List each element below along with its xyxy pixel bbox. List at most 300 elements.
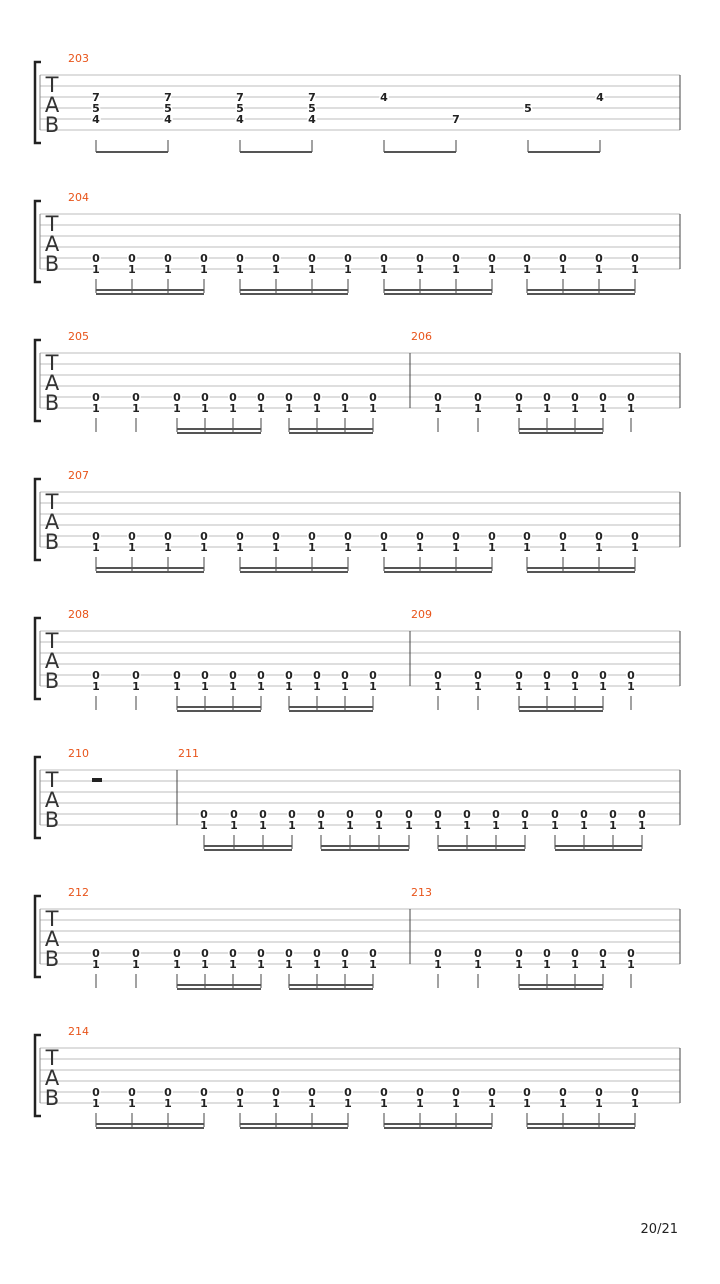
fret-number: 0 (128, 252, 136, 265)
fret-number: 0 (308, 1086, 316, 1099)
fret-number: 1 (92, 263, 100, 276)
fret-number: 0 (173, 391, 181, 404)
fret-number: 1 (132, 402, 140, 415)
fret-number: 1 (543, 680, 551, 693)
beam (240, 151, 312, 153)
fret-number: 1 (488, 541, 496, 554)
beam (177, 710, 261, 712)
fret-number: 0 (164, 1086, 172, 1099)
fret-number: 7 (236, 91, 244, 104)
beam (96, 151, 168, 153)
fret-number: 1 (631, 541, 639, 554)
fret-number: 0 (521, 808, 529, 821)
fret-number: 4 (596, 91, 604, 104)
fret-number: 0 (416, 530, 424, 543)
fret-number: 0 (631, 252, 639, 265)
beam (519, 706, 603, 708)
measure-number: 209 (411, 608, 432, 621)
fret-number: 1 (599, 680, 607, 693)
fret-number: 1 (543, 958, 551, 971)
fret-number: 0 (416, 252, 424, 265)
fret-number: 0 (257, 391, 265, 404)
fret-number: 1 (571, 680, 579, 693)
fret-number: 0 (627, 947, 635, 960)
beam (240, 293, 348, 295)
fret-number: 1 (380, 1097, 388, 1110)
fret-number: 1 (236, 263, 244, 276)
fret-number: 1 (595, 263, 603, 276)
tab-clef-letter: T (45, 629, 59, 653)
fret-number: 0 (488, 252, 496, 265)
tab-clef-letter: A (44, 788, 60, 812)
fret-number: 1 (308, 1097, 316, 1110)
measure-number: 204 (68, 191, 89, 204)
fret-number: 1 (559, 1097, 567, 1110)
fret-number: 0 (523, 530, 531, 543)
fret-number: 0 (488, 530, 496, 543)
beam (289, 988, 373, 990)
fret-number: 7 (452, 113, 460, 126)
beam (240, 1123, 348, 1125)
fret-number: 0 (259, 808, 267, 821)
fret-number: 1 (272, 263, 280, 276)
beam (555, 845, 642, 847)
fret-number: 1 (609, 819, 617, 832)
fret-number: 0 (200, 1086, 208, 1099)
fret-number: 1 (515, 402, 523, 415)
fret-number: 0 (631, 1086, 639, 1099)
fret-number: 0 (434, 947, 442, 960)
beam (96, 567, 204, 569)
fret-number: 1 (474, 402, 482, 415)
fret-number: 0 (609, 808, 617, 821)
fret-number: 1 (434, 680, 442, 693)
fret-number: 0 (313, 391, 321, 404)
fret-number: 1 (313, 958, 321, 971)
fret-number: 0 (236, 530, 244, 543)
fret-number: 0 (599, 391, 607, 404)
fret-number: 1 (369, 402, 377, 415)
fret-number: 0 (369, 391, 377, 404)
fret-number: 1 (259, 819, 267, 832)
fret-number: 1 (341, 402, 349, 415)
fret-number: 1 (257, 958, 265, 971)
fret-number: 1 (405, 819, 413, 832)
fret-number: 7 (308, 91, 316, 104)
beam (519, 710, 603, 712)
fret-number: 4 (236, 113, 244, 126)
fret-number: 1 (229, 680, 237, 693)
beam (240, 289, 348, 291)
fret-number: 0 (92, 669, 100, 682)
beam (96, 1127, 204, 1129)
fret-number: 0 (369, 947, 377, 960)
fret-number: 5 (308, 102, 316, 115)
beam (177, 706, 261, 708)
fret-number: 1 (201, 402, 209, 415)
fret-number: 1 (627, 958, 635, 971)
fret-number: 0 (344, 252, 352, 265)
fret-number: 1 (599, 402, 607, 415)
fret-number: 0 (272, 1086, 280, 1099)
fret-number: 0 (380, 252, 388, 265)
tab-clef-letter: A (44, 510, 60, 534)
measure-number: 207 (68, 469, 89, 482)
fret-number: 0 (128, 530, 136, 543)
beam (384, 151, 456, 153)
tab-clef-letter: T (45, 907, 59, 931)
fret-number: 1 (308, 541, 316, 554)
fret-number: 0 (285, 669, 293, 682)
fret-number: 1 (201, 958, 209, 971)
beam (527, 571, 635, 573)
fret-number: 1 (173, 680, 181, 693)
tab-clef-letter: T (45, 212, 59, 236)
fret-number: 0 (638, 808, 646, 821)
tab-clef-letter: A (44, 649, 60, 673)
fret-number: 1 (132, 958, 140, 971)
beam (289, 706, 373, 708)
tab-clef-letter: T (45, 1046, 59, 1070)
fret-number: 1 (595, 541, 603, 554)
measure-number: 213 (411, 886, 432, 899)
fret-number: 0 (92, 1086, 100, 1099)
fret-number: 5 (164, 102, 172, 115)
fret-number: 0 (515, 669, 523, 682)
measure-number: 208 (68, 608, 89, 621)
tab-clef-letter: T (45, 73, 59, 97)
fret-number: 1 (229, 402, 237, 415)
fret-number: 0 (313, 669, 321, 682)
beam (527, 293, 635, 295)
fret-number: 0 (201, 391, 209, 404)
measure-number: 203 (68, 52, 89, 65)
beam (527, 1127, 635, 1129)
beam (96, 293, 204, 295)
fret-number: 1 (631, 263, 639, 276)
fret-number: 1 (571, 402, 579, 415)
fret-number: 0 (272, 530, 280, 543)
beam (384, 567, 492, 569)
fret-number: 1 (452, 541, 460, 554)
fret-number: 1 (92, 680, 100, 693)
fret-number: 1 (288, 819, 296, 832)
whole-rest (92, 778, 102, 782)
fret-number: 0 (523, 1086, 531, 1099)
fret-number: 0 (201, 669, 209, 682)
fret-number: 1 (380, 263, 388, 276)
fret-number: 1 (229, 958, 237, 971)
fret-number: 1 (627, 680, 635, 693)
fret-number: 1 (434, 819, 442, 832)
fret-number: 0 (523, 252, 531, 265)
measure-number: 211 (178, 747, 199, 760)
fret-number: 0 (375, 808, 383, 821)
fret-number: 1 (285, 680, 293, 693)
fret-number: 0 (488, 1086, 496, 1099)
beam (240, 571, 348, 573)
fret-number: 0 (571, 391, 579, 404)
tab-clef-letter: B (44, 808, 60, 832)
tab-clef-letter: A (44, 232, 60, 256)
beam (384, 1127, 492, 1129)
fret-number: 4 (164, 113, 172, 126)
fret-number: 0 (229, 669, 237, 682)
fret-number: 1 (313, 680, 321, 693)
fret-number: 0 (257, 947, 265, 960)
fret-number: 0 (164, 252, 172, 265)
beam (519, 432, 603, 434)
fret-number: 1 (369, 958, 377, 971)
fret-number: 0 (369, 669, 377, 682)
fret-number: 0 (595, 252, 603, 265)
fret-number: 0 (132, 669, 140, 682)
fret-number: 1 (452, 263, 460, 276)
fret-number: 0 (92, 530, 100, 543)
tab-clef-letter: B (44, 669, 60, 693)
fret-number: 1 (257, 402, 265, 415)
tab-clef-letter: T (45, 768, 59, 792)
fret-number: 1 (132, 680, 140, 693)
tab-clef-letter: B (44, 113, 60, 137)
fret-number: 0 (285, 391, 293, 404)
fret-number: 1 (523, 263, 531, 276)
beam (177, 432, 261, 434)
fret-number: 1 (308, 263, 316, 276)
fret-number: 1 (559, 541, 567, 554)
fret-number: 0 (434, 669, 442, 682)
fret-number: 0 (132, 391, 140, 404)
fret-number: 0 (380, 1086, 388, 1099)
fret-number: 1 (285, 958, 293, 971)
tab-clef-letter: B (44, 252, 60, 276)
fret-number: 4 (92, 113, 100, 126)
beam (289, 428, 373, 430)
measure-number: 212 (68, 886, 89, 899)
fret-number: 1 (416, 541, 424, 554)
fret-number: 5 (236, 102, 244, 115)
fret-number: 1 (344, 263, 352, 276)
tab-clef-letter: B (44, 391, 60, 415)
measure-number: 205 (68, 330, 89, 343)
beam (527, 289, 635, 291)
fret-number: 1 (627, 402, 635, 415)
fret-number: 0 (543, 669, 551, 682)
fret-number: 1 (164, 263, 172, 276)
fret-number: 7 (92, 91, 100, 104)
tab-clef-letter: T (45, 351, 59, 375)
fret-number: 0 (474, 947, 482, 960)
fret-number: 0 (344, 1086, 352, 1099)
fret-number: 0 (559, 252, 567, 265)
beam (289, 984, 373, 986)
beam (555, 849, 642, 851)
fret-number: 0 (317, 808, 325, 821)
fret-number: 1 (452, 1097, 460, 1110)
fret-number: 0 (463, 808, 471, 821)
fret-number: 1 (236, 541, 244, 554)
fret-number: 0 (92, 252, 100, 265)
fret-number: 1 (230, 819, 238, 832)
measure-number: 206 (411, 330, 432, 343)
fret-number: 1 (488, 263, 496, 276)
fret-number: 1 (164, 541, 172, 554)
beam (96, 289, 204, 291)
fret-number: 1 (515, 680, 523, 693)
tab-clef-letter: T (45, 490, 59, 514)
fret-number: 0 (599, 669, 607, 682)
fret-number: 1 (200, 1097, 208, 1110)
fret-number: 0 (452, 530, 460, 543)
beam (527, 1123, 635, 1125)
beam (519, 984, 603, 986)
fret-number: 0 (308, 530, 316, 543)
fret-number: 0 (230, 808, 238, 821)
fret-number: 0 (341, 947, 349, 960)
fret-number: 0 (344, 530, 352, 543)
fret-number: 0 (313, 947, 321, 960)
fret-number: 0 (173, 669, 181, 682)
fret-number: 0 (543, 947, 551, 960)
fret-number: 1 (474, 958, 482, 971)
page-number: 20/21 (640, 1222, 678, 1237)
fret-number: 1 (313, 402, 321, 415)
fret-number: 0 (515, 947, 523, 960)
fret-number: 1 (375, 819, 383, 832)
tab-clef-letter: B (44, 947, 60, 971)
beam (96, 1123, 204, 1125)
fret-number: 0 (515, 391, 523, 404)
fret-number: 1 (551, 819, 559, 832)
fret-number: 1 (631, 1097, 639, 1110)
beam (204, 845, 292, 847)
fret-number: 1 (434, 402, 442, 415)
fret-number: 4 (380, 91, 388, 104)
fret-number: 0 (236, 1086, 244, 1099)
fret-number: 1 (92, 402, 100, 415)
beam (384, 571, 492, 573)
fret-number: 0 (173, 947, 181, 960)
fret-number: 1 (346, 819, 354, 832)
fret-number: 1 (173, 958, 181, 971)
fret-number: 5 (524, 102, 532, 115)
fret-number: 1 (599, 958, 607, 971)
fret-number: 1 (595, 1097, 603, 1110)
fret-number: 0 (474, 669, 482, 682)
fret-number: 1 (369, 680, 377, 693)
beam (240, 567, 348, 569)
beam (384, 289, 492, 291)
fret-number: 1 (416, 263, 424, 276)
fret-number: 0 (272, 252, 280, 265)
fret-number: 1 (128, 541, 136, 554)
fret-number: 1 (201, 680, 209, 693)
fret-number: 1 (257, 680, 265, 693)
fret-number: 0 (492, 808, 500, 821)
fret-number: 0 (164, 530, 172, 543)
fret-number: 5 (92, 102, 100, 115)
fret-number: 1 (272, 541, 280, 554)
beam (289, 710, 373, 712)
fret-number: 1 (128, 263, 136, 276)
fret-number: 1 (474, 680, 482, 693)
fret-number: 0 (595, 530, 603, 543)
fret-number: 1 (521, 819, 529, 832)
beam (321, 845, 409, 847)
fret-number: 0 (257, 669, 265, 682)
fret-number: 0 (92, 391, 100, 404)
fret-number: 1 (200, 263, 208, 276)
tab-clef-letter: A (44, 371, 60, 395)
fret-number: 0 (580, 808, 588, 821)
fret-number: 1 (492, 819, 500, 832)
fret-number: 0 (434, 391, 442, 404)
fret-number: 1 (341, 958, 349, 971)
fret-number: 1 (92, 541, 100, 554)
beam (527, 567, 635, 569)
fret-number: 1 (638, 819, 646, 832)
fret-number: 0 (200, 808, 208, 821)
tab-clef-letter: B (44, 1086, 60, 1110)
beam (321, 849, 409, 851)
fret-number: 1 (380, 541, 388, 554)
fret-number: 0 (308, 252, 316, 265)
beam (204, 849, 292, 851)
fret-number: 1 (559, 263, 567, 276)
fret-number: 4 (308, 113, 316, 126)
fret-number: 1 (92, 1097, 100, 1110)
fret-number: 1 (285, 402, 293, 415)
fret-number: 1 (416, 1097, 424, 1110)
tab-clef-letter: A (44, 927, 60, 951)
fret-number: 0 (236, 252, 244, 265)
fret-number: 0 (474, 391, 482, 404)
fret-number: 0 (132, 947, 140, 960)
fret-number: 0 (434, 808, 442, 821)
fret-number: 1 (200, 819, 208, 832)
fret-number: 0 (229, 947, 237, 960)
fret-number: 0 (341, 391, 349, 404)
fret-number: 0 (452, 1086, 460, 1099)
fret-number: 1 (200, 541, 208, 554)
fret-number: 0 (559, 530, 567, 543)
fret-number: 1 (317, 819, 325, 832)
fret-number: 1 (523, 1097, 531, 1110)
fret-number: 1 (580, 819, 588, 832)
fret-number: 1 (344, 1097, 352, 1110)
fret-number: 0 (631, 530, 639, 543)
fret-number: 0 (595, 1086, 603, 1099)
fret-number: 1 (164, 1097, 172, 1110)
fret-number: 0 (559, 1086, 567, 1099)
fret-number: 0 (380, 530, 388, 543)
beam (177, 428, 261, 430)
fret-number: 0 (92, 947, 100, 960)
tab-clef-letter: A (44, 93, 60, 117)
beam (438, 849, 525, 851)
fret-number: 1 (523, 541, 531, 554)
measure-number: 210 (68, 747, 89, 760)
beam (177, 988, 261, 990)
beam (240, 1127, 348, 1129)
fret-number: 0 (200, 530, 208, 543)
beam (96, 571, 204, 573)
beam (528, 151, 600, 153)
beam (519, 428, 603, 430)
beam (289, 432, 373, 434)
fret-number: 1 (543, 402, 551, 415)
tab-clef-letter: B (44, 530, 60, 554)
